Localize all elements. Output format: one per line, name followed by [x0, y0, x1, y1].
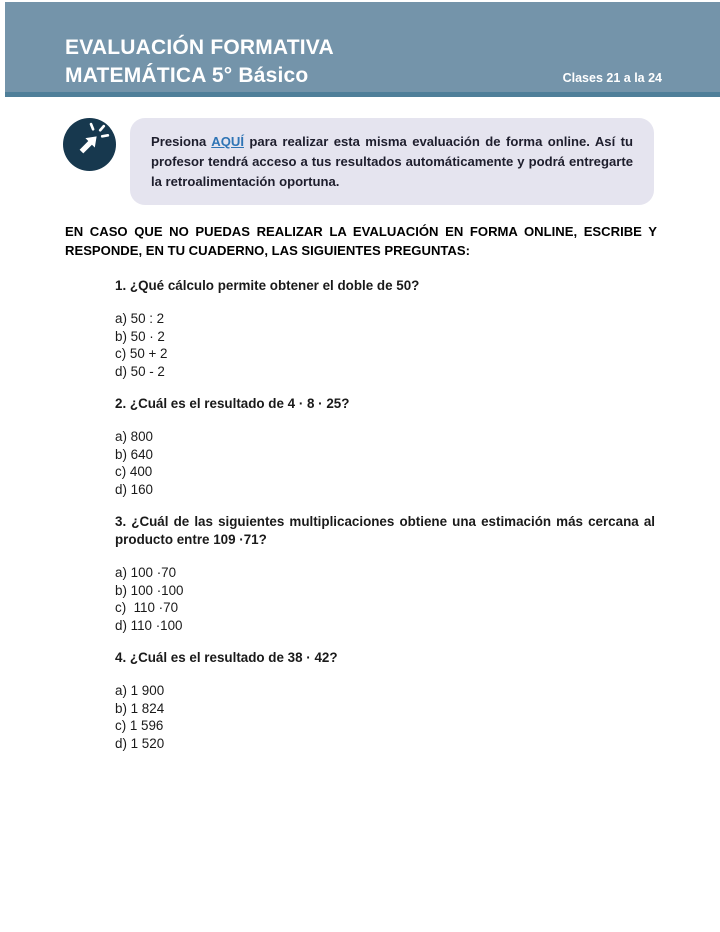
question-2 — [115, 395, 655, 498]
option-line: d) 50 - 2 — [115, 363, 165, 379]
title-line-1: EVALUACIÓN FORMATIVA — [65, 36, 334, 59]
question-options — [115, 682, 655, 752]
callout-text-after: para realizar esta misma evaluación de forma online. Así tu profesor tendrá acceso a tus resultados automáticamente y podrá entregarte la retroalimentación oportuna. — [151, 134, 633, 189]
callout-text-before: Presiona — [151, 134, 212, 149]
option-line: a) 800 — [115, 429, 153, 444]
option-line: c) 110 ·70 — [115, 600, 179, 615]
online-evaluation-callout — [130, 118, 654, 205]
option-line: d) 1 520 — [115, 735, 165, 751]
option-line: b) 640 — [115, 446, 153, 462]
option-line: a) 50 : 2 — [115, 311, 165, 326]
question-3 — [115, 513, 655, 634]
classes-range-label: Clases 21 a la 24 — [562, 71, 662, 85]
option-line: a) 1 900 — [115, 683, 165, 698]
online-evaluation-link[interactable]: AQUÍ — [211, 134, 244, 149]
question-text: 3. ¿Cuál de las siguientes multiplicaciones obtiene una estimación más cercana al producto entre 109 ·71? — [115, 514, 655, 547]
question-options — [115, 310, 655, 380]
option-line: c) 1 596 — [115, 718, 164, 733]
header-band — [5, 2, 720, 97]
question-text: 2. ¿Cuál es el resultado de 4 · 8 · 25? — [115, 396, 350, 411]
click-cursor-icon — [63, 118, 116, 171]
question-options — [115, 428, 655, 498]
option-line: d) 160 — [115, 481, 153, 497]
option-line: b) 100 ·100 — [115, 582, 184, 598]
page-title — [65, 34, 334, 90]
callout-text — [151, 132, 633, 192]
option-line: c) 50 + 2 — [115, 346, 168, 361]
option-line: d) 110 ·100 — [115, 617, 183, 633]
questions-list — [115, 277, 655, 752]
title-line-2: MATEMÁTICA 5° Básico — [65, 64, 309, 87]
option-line: c) 400 — [115, 464, 153, 479]
option-line: b) 1 824 — [115, 700, 165, 716]
option-line: b) 50 · 2 — [115, 328, 165, 344]
offline-instructions: EN CASO QUE NO PUEDAS REALIZAR LA EVALUACIÓN EN FORMA ONLINE, ESCRIBE Y RESPONDE, EN TU CUADERNO, LAS SIGUIENTES PREGUNTAS: — [65, 224, 657, 258]
option-line: a) 100 ·70 — [115, 565, 177, 580]
question-text: 1. ¿Qué cálculo permite obtener el doble de 50? — [115, 278, 420, 293]
question-4 — [115, 649, 655, 752]
question-1 — [115, 277, 655, 380]
question-options — [115, 564, 655, 634]
question-text: 4. ¿Cuál es el resultado de 38 · 42? — [115, 650, 338, 665]
